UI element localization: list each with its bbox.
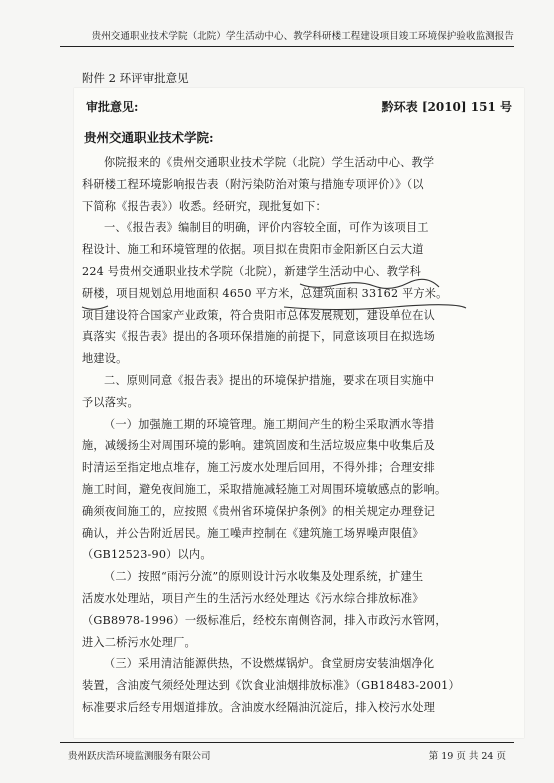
body-line: （二）按照“雨污分流”的原则设计污水收集及处理系统，扩建生	[104, 570, 424, 584]
addressee: 贵州交通职业技术学院:	[84, 130, 214, 145]
body-line: 时清运至指定地点堆存，施工污废水处理后回用，不得外排；合理安排	[82, 461, 436, 475]
header-divider	[60, 46, 514, 47]
body-line: 研楼，项目规划总用地面积 4650 平方米，总建筑面积 33162 平方米。	[82, 286, 448, 300]
body-line: 一、《报告表》编制目的明确，评价内容较全面，可作为该项目工	[104, 221, 429, 235]
body-line: 施，减缓扬尘对周围环境的影响。建筑固废和生活垃圾应集中收集后及	[82, 439, 436, 453]
body-line: 下简称《报告表》）收悉。经研究，现批复如下：	[82, 199, 327, 213]
body-line: （三）采用清洁能源供热，不设燃煤锅炉。食堂厨房安装油烟净化	[104, 657, 435, 671]
running-header: 贵州交通职业技术学院（北院）学生活动中心、教学科研楼工程建设项目竣工环境保护验收监测报告	[91, 31, 514, 42]
body-line: 施工时间，避免夜间施工，采取措施减轻施工对周围环境敏感点的影响。	[82, 483, 447, 496]
attachment-title: 附件 2 环评审批意见	[82, 71, 189, 85]
body-line: 确认，并公告附近居民。施工噪声控制在《建筑施工场界噪声限值》	[82, 526, 424, 540]
body-line: 二、原则同意《报告表》提出的环境保护措施，要求在项目实施中	[104, 374, 435, 387]
document-number: 黔环表 [2010] 151 号	[381, 100, 512, 114]
body-line: 标准要求后经专用烟道排放。含油废水经隔油沉淀后，排入校污水处理	[82, 701, 436, 714]
body-line: （GB8978-1996）一级标准后，经校东南侧咨洞，排入市政污水管网，	[82, 613, 447, 627]
body-line: 项目建设符合国家产业政策，符合贵阳市总体发展规划，建设单位在认	[82, 308, 436, 322]
body-line: 224 号贵州交通职业技术学院（北院），新建学生活动中心、教学科	[82, 265, 421, 278]
footer-divider	[60, 742, 514, 743]
scanned-approval-letter	[74, 88, 524, 738]
approval-label: 审批意见:	[86, 100, 139, 114]
footer-page-number: 第 19 页 共 24 页	[428, 751, 506, 762]
body-line: （一）加强施工期的环境管理。施工期间产生的粉尘采取洒水等措	[104, 417, 435, 431]
body-line: 科研楼工程环境影响报告表（附污染防治对策与措施专项评价）》（以	[82, 177, 424, 191]
body-line: 真落实《报告表》提出的各项环保措施的前提下，同意该项目在拟选场	[82, 330, 436, 344]
body-line: （GB12523-90）以内。	[82, 548, 212, 562]
body-line: 程设计、施工和环境管理的依据。项目拟在贵阳市金阳新区白云大道	[82, 243, 424, 257]
body-line: 确须夜间施工的，应按照《贵州省环境保护条例》的相关规定办理登记	[82, 504, 436, 518]
body-line: 活废水处理站，项目产生的生活污水经处理达《污水综合排放标准》	[82, 592, 424, 605]
body-line: 予以落实。	[82, 395, 139, 409]
body-line: 地建设。	[82, 352, 128, 366]
body-line: 进入二桥污水处理厂。	[82, 635, 196, 649]
body-line: 装置，含油废气须经处理达到《饮食业油烟排放标准》（GB18483-2001）	[82, 679, 460, 693]
footer-company: 贵州跃庆浩环境监测服务有限公司	[68, 751, 211, 762]
body-line: 你院报来的《贵州交通职业技术学院（北院）学生活动中心、教学	[104, 156, 435, 169]
